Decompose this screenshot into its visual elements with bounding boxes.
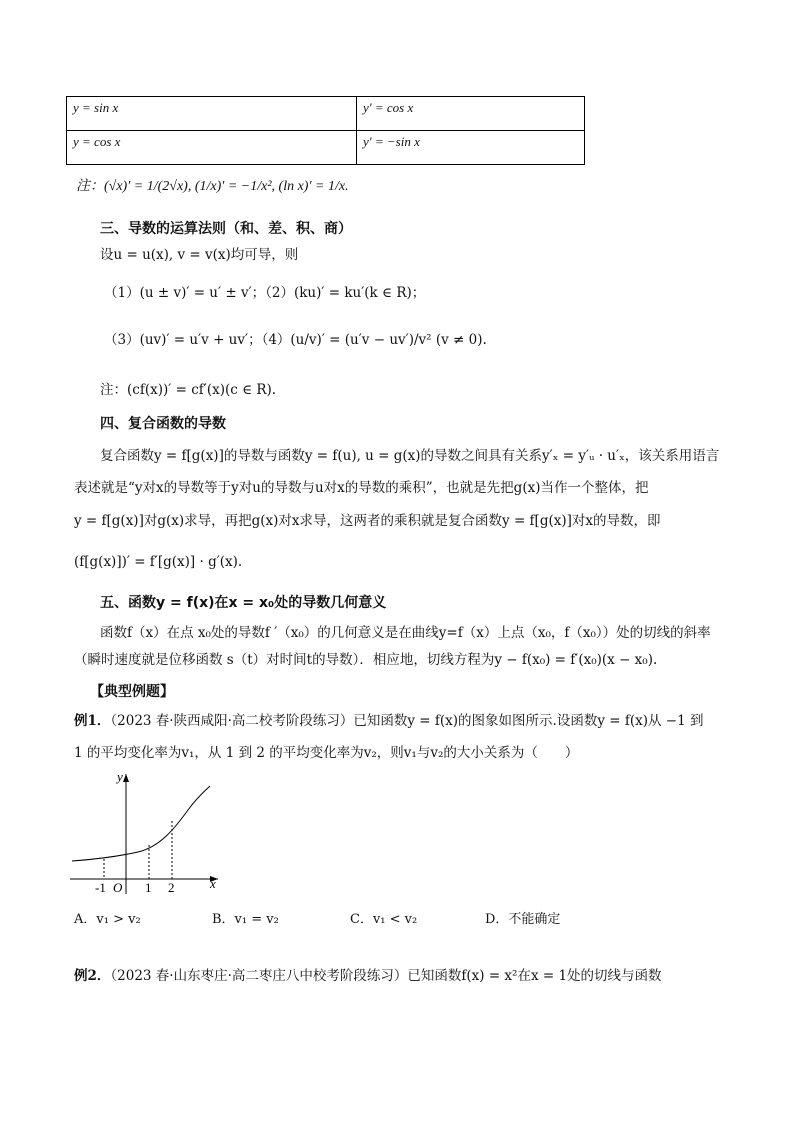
- choice-c[interactable]: C．v₁ < v₂: [350, 912, 418, 927]
- choice-a[interactable]: A．v₁ > v₂: [74, 912, 141, 927]
- choice-b[interactable]: B．v₁ = v₂: [212, 912, 279, 927]
- section3-intro: 设u = u(x), v = v(x)均可导，则: [100, 247, 299, 263]
- section4-paragraph-line3: y = f[g(x)]对g(x)求导，再把g(x)对x求导，这两者的乘积就是复合函数y = f[g(x)]对x的导数，即: [74, 513, 661, 529]
- x-axis-label: x: [210, 876, 216, 891]
- section4-paragraph-line1: 复合函数y = f[g(x)]的导数与函数y = f(u), u = g(x)的导数之间具有关系y′ₓ = y′ᵤ · u′ₓ，该关系用语言: [100, 448, 720, 464]
- y-axis-label: y: [117, 769, 123, 784]
- example1-text: （2023 春·陕西咸阳·高二校考阶段练习）已知函数y = f(x)的图象如图所示.设函数y = f(x)从 −1 到: [110, 713, 704, 729]
- section4-heading: 四、复合函数的导数: [100, 416, 226, 432]
- y-axis-arrow: [123, 774, 129, 782]
- rules-line2: （3）(uv)′ = u′v + uv′；（4）(u/v)′ = (u′v − uv′)/v² (v ≠ 0).: [104, 332, 487, 348]
- section4-paragraph-line2: 表述就是“y对x的导数等于y对u的导数与u对x的导数的乘积”，也就是先把g(x)当作一个整体，把: [74, 480, 649, 496]
- example1-line2: 1 的平均变化率为v₁，从 1 到 2 的平均变化率为v₂，则v₁与v₂的大小关系为（ ）: [74, 745, 579, 761]
- example2-line1: [74, 967, 662, 985]
- example2-text: （2023 春·山东枣庄·高二枣庄八中校考阶段练习）已知函数f(x) = x²在x = 1处的切线与函数: [110, 968, 662, 984]
- derivative-table: [66, 96, 585, 165]
- table-cell: y′ = −sin x: [357, 131, 585, 165]
- section5-paragraph-line1: 函数f（x）在点 x₀处的导数f ′（x₀）的几何意义是在曲线y=f（x）上点（x₀，f（x₀））处的切线的斜率: [100, 625, 711, 641]
- choice-d[interactable]: D．不能确定: [485, 912, 561, 927]
- table-cell: y = cos x: [67, 131, 357, 165]
- section3-note: 注：(cf(x))′ = cf′(x)(c ∈ R).: [100, 382, 277, 398]
- section3-heading: 三、导数的运算法则（和、差、积、商）: [100, 221, 352, 237]
- section4-paragraph-line4: (f[g(x)])′ = f′[g(x)] · g′(x).: [74, 554, 243, 570]
- example1-line1: [74, 712, 704, 730]
- note-basic-derivatives: 注：(√x)′ = 1/(2√x), (1/x)′ = −1/x², (ln x)′ = 1/x.: [76, 179, 349, 194]
- rules-line1: （1）(u ± v)′ = u′ ± v′；（2）(ku)′ = ku′(k ∈ R)；: [104, 285, 426, 301]
- function-curve: [72, 786, 210, 861]
- origin-label: O: [113, 880, 123, 895]
- table-cell: y′ = cos x: [357, 97, 585, 131]
- section5-heading: 五、函数y = f(x)在x = x₀处的导数几何意义: [100, 595, 387, 611]
- table-row: [67, 131, 585, 165]
- section5-paragraph-line2: （瞬时速度就是位移函数 s（t）对时间t的导数）．相应地，切线方程为y − f(x₀) = f′(x₀)(x − x₀).: [74, 652, 658, 668]
- example1-label: 例1．: [74, 713, 111, 729]
- table-row: [67, 97, 585, 131]
- tick-label-2: 2: [168, 880, 175, 895]
- tick-label-1: 1: [145, 880, 152, 895]
- examples-heading: 【典型例题】: [90, 684, 174, 700]
- tick-label-neg1: -1: [95, 880, 106, 895]
- table-cell: y = sin x: [67, 97, 357, 131]
- example2-label: 例2．: [74, 968, 111, 984]
- function-graph: [60, 766, 230, 896]
